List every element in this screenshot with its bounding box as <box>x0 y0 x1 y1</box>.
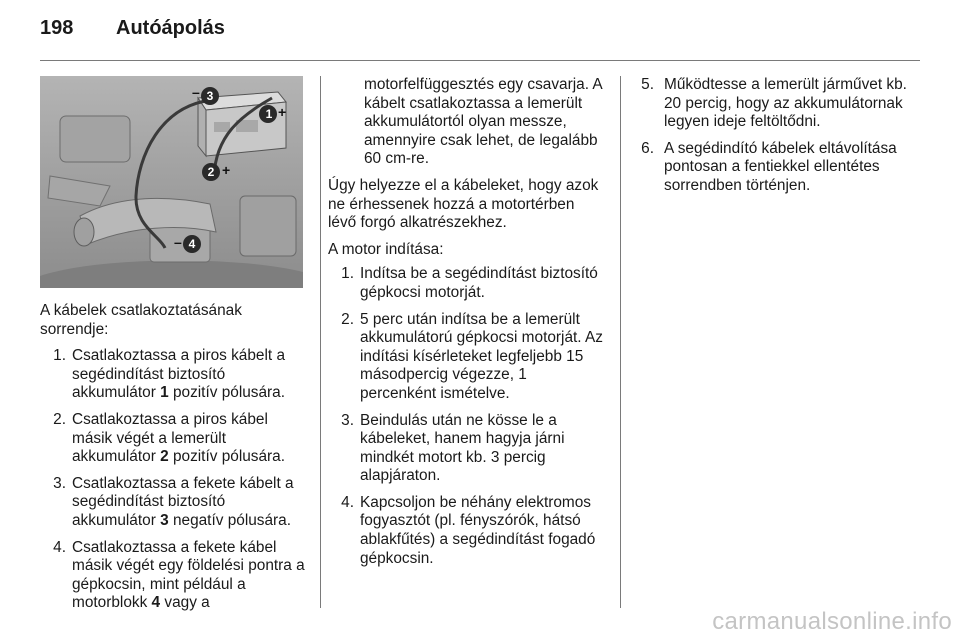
list-item-continuation: motorfelfüggesztés egy csavarja. A kábelt csatlakoztassa a lemerült akkumulátortól olyan messze, amennyire csak lehet, de legalább 60 cm-re. <box>364 76 602 168</box>
list-item: 2. 5 perc után indítsa be a lemerült akkumulátorú gépkocsi motorját. Az indítási kísérleteket legfeljebb 15 másodpercig végezze, 1 percenként ismételve. <box>341 310 603 402</box>
label-2-marker: 2 <box>207 165 215 179</box>
negative-sign-4: – <box>174 234 182 250</box>
label-3-marker: 3 <box>206 89 214 103</box>
list-item: 1. Indítsa be a segédindítást biztosító gépkocsi motorját. <box>341 265 598 301</box>
cable-placement-paragraph: Úgy helyezze el a kábeleket, hogy azok ne érhessenek hozzá a motortérben lévő forgó alkatrészekhez. <box>328 176 599 232</box>
list-item: 5. Működtesse a lemerült járművet kb. 20 percig, hogy az akkumulátornak legyen ideje feltöltődni. <box>641 76 907 131</box>
list-item: 3. Csatlakoztassa a fekete kábelt a segédindítást biztosító akkumulátor 3 negatív pólusára. <box>53 474 294 529</box>
list-item: 1. Csatlakoztassa a piros kábelt a segédindítást biztosító akkumulátor 1 pozitív pólusára. <box>53 347 286 402</box>
page-header <box>40 17 920 47</box>
column-2 <box>328 76 606 576</box>
column-divider-1 <box>320 76 321 608</box>
header-rule <box>40 60 920 61</box>
engine-start-list <box>328 265 606 568</box>
list-item: 4. Csatlakoztassa a fekete kábel másik végét egy földelési pontra a gépkocsin, mint például a motorblokk 4 vagy a <box>53 538 305 612</box>
jump-start-illustration <box>40 76 303 288</box>
engine-start-list-continued <box>636 76 920 196</box>
cable-order-list <box>40 347 308 613</box>
column-divider-2 <box>620 76 621 608</box>
column-1 <box>40 302 308 621</box>
watermark: carmanualsonline.info <box>712 608 952 635</box>
engine-start-heading: A motor indítása: <box>328 240 444 258</box>
label-4-marker: 4 <box>188 237 196 251</box>
negative-sign-3: – <box>192 84 200 100</box>
positive-sign-2: + <box>222 162 231 178</box>
cable-order-intro: A kábelek csatlakoztatásának sorrendje: <box>40 302 242 338</box>
list-item: 6. A segédindító kábelek eltávolítása pontosan a fentiekkel ellentétes sorrendben történjen. <box>641 139 897 194</box>
page-number: 198 <box>40 17 74 39</box>
label-1-marker: 1 <box>265 107 273 121</box>
section-title: Autóápolás <box>116 17 225 39</box>
column-3 <box>636 76 920 204</box>
list-item: 2. Csatlakoztassa a piros kábel másik végét a lemerült akkumulátor 2 pozitív pólusára. <box>53 410 286 466</box>
list-item: 3. Beindulás után ne kösse le a kábeleket, hanem hagyja járni mindkét motort kb. 3 percig alapjáraton. <box>341 411 565 485</box>
positive-sign-1: + <box>278 104 287 120</box>
list-item: 4. Kapcsoljon be néhány elektromos fogyasztót (pl. fényszórók, hátsó ablakfűtés) a segédindítást fogadó gépkocsin. <box>341 493 596 567</box>
